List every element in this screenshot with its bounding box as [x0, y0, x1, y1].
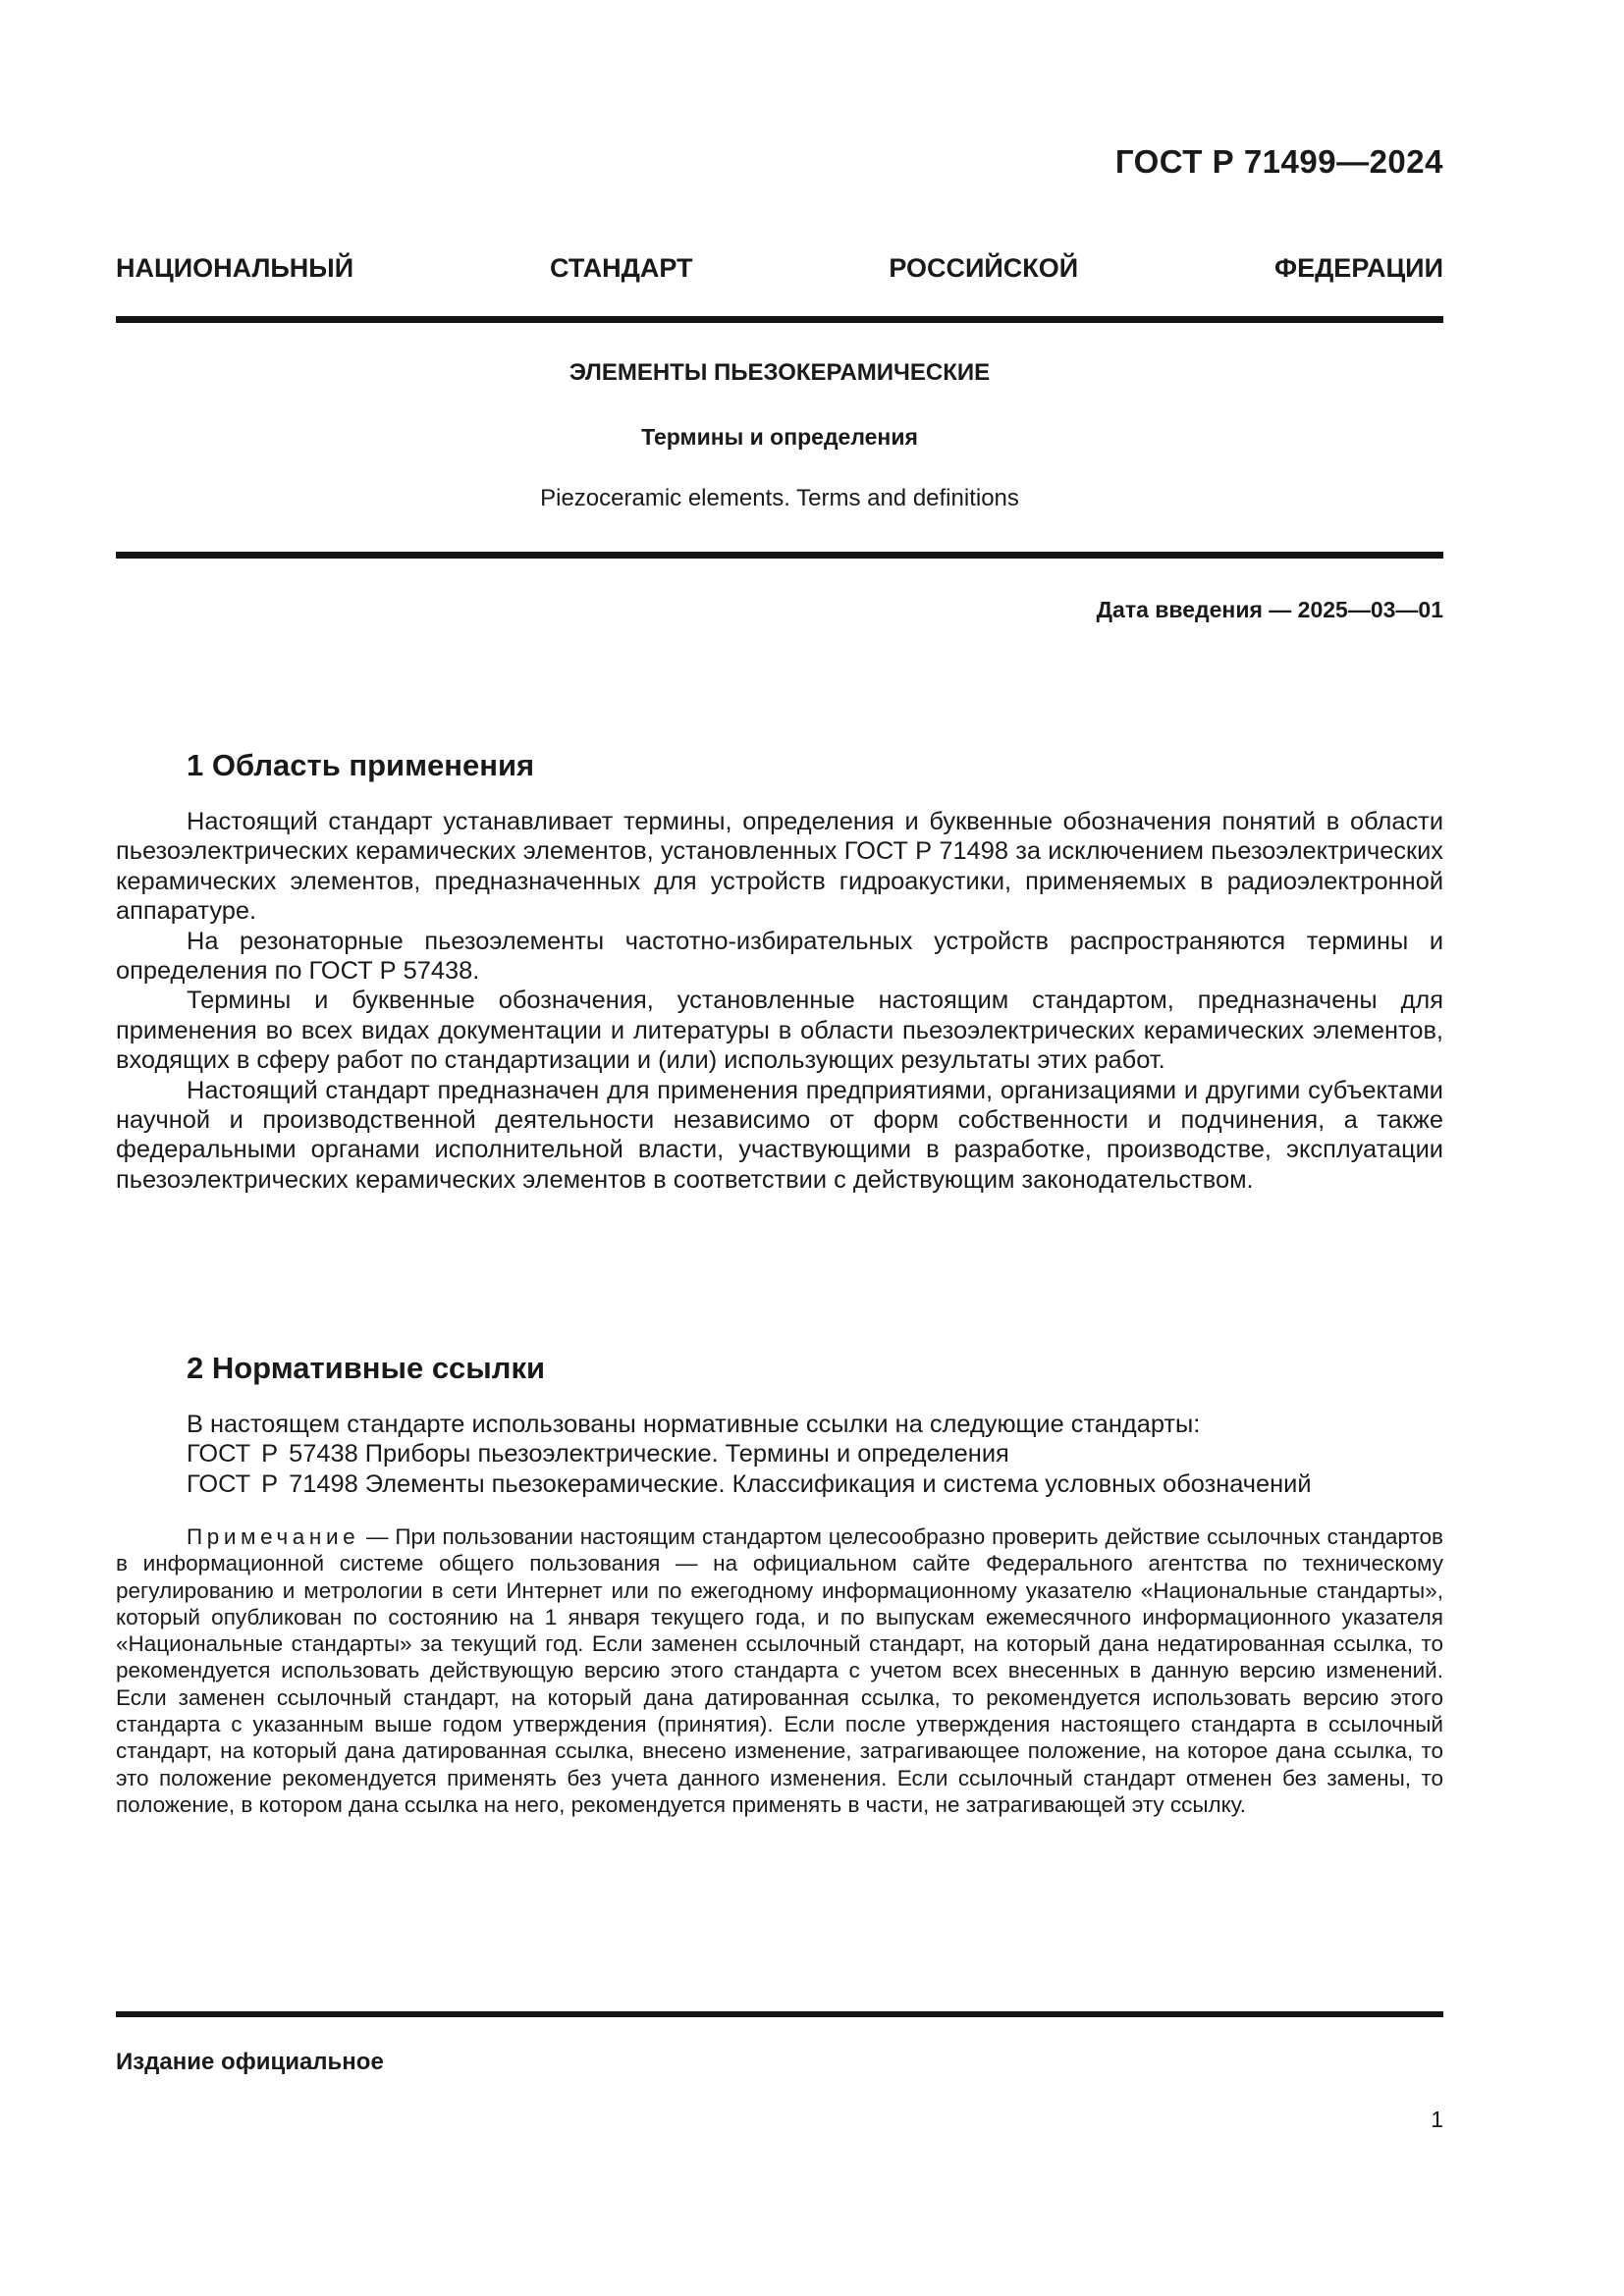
paragraph: Термины и буквенные обозначения, установленные настоящим стандартом, предназначены для применения во всех видах документации и литературы в области пьезоэлектрических керамических элементов, входящих в сферу работ по стандартизации и (или) использующих результаты этих работ. — [116, 987, 1443, 1075]
reference-title: Элементы пьезокерамические. Классификация и система условных обозначений — [364, 1469, 1312, 1498]
note-text: — При пользовании настоящим стандартом целесообразно проверить действие ссылочных стандартов в информационной системе общего пользования — на официальном сайте Федерального агентства по техническому регулированию и метрологии в сети Интернет или по ежегодному информационному указателю «Национальные стандарты», который опубликован по состоянию на 1 января текущего года, и по выпускам ежемесячного информационного указателя «Национальные стандарты» за текущий год. Если заменен ссылочный стандарт, на который дана недатированная ссылка, то рекомендуется использовать действующую версию этого стандарта с учетом всех внесенных в данную версию изменений. Если заменен ссылочный стандарт, на который дана датированная ссылка, то рекомендуется использовать версию этого стандарта с указанным выше годом утверждения (принятия). Если после утверждения настоящего стандарта в ссылочный стандарт, на который дана датированная ссылка, внесено изменение, затрагивающее положение, на которое дана ссылка, то это положение рекомендуется применять без учета данного изменения. Если ссылочный стандарт отменен без замены, то положение, в котором дана ссылка на него, рекомендуется применять в части, не затрагивающей эту ссылку. — [116, 1524, 1443, 1817]
document-subtitle: Термины и определения — [641, 424, 918, 450]
document-title-english: Piezoceramic elements. Terms and definitions — [540, 485, 1019, 511]
reference-item — [187, 1439, 1463, 1468]
official-edition-label: Издание официальное — [116, 2049, 384, 2075]
section-2-heading: 2 Нормативные ссылки — [187, 1351, 546, 1385]
reference-title: Приборы пьезоэлектрические. Термины и определения — [364, 1440, 1009, 1468]
references-intro: В настоящем стандарте использованы нормативные ссылки на следующие стандарты: — [187, 1411, 1201, 1438]
document-number: ГОСТ Р 71499—2024 — [1114, 143, 1443, 180]
paragraph: Настоящий стандарт предназначен для применения предприятиями, организациями и другими субъектами научной и производственной деятельности независимо от форм собственности и подчинения, а также федеральными органами исполнительной власти, участвующими в разработке, производстве, эксплуатации пьезоэлектрических керамических элементов в соответствии с действующим законодательством. — [116, 1076, 1443, 1194]
title-divider — [116, 552, 1443, 559]
reference-code: ГОСТ Р 57438 — [187, 1440, 358, 1468]
paragraph: Настоящий стандарт устанавливает термины, определения и буквенные обозначения понятий в области пьезоэлектрических керамических элементов, установленных ГОСТ Р 71498 за исключением пьезоэлектрических керамических элементов, предназначенных для устройств гидроакустики, применяемых в радиоэлектронной аппаратуре. — [116, 808, 1443, 926]
introduction-date: Дата введения — 2025—03—01 — [1096, 597, 1443, 622]
reference-item — [187, 1469, 1463, 1499]
top-divider — [116, 316, 1443, 323]
reference-code: ГОСТ Р 71498 — [187, 1469, 358, 1498]
paragraph: На резонаторные пьезоэлементы частотно-избирательных устройств распространяются термины и определения по ГОСТ Р 57438. — [116, 927, 1443, 986]
section-1-body — [116, 807, 1443, 1195]
note-block — [116, 1523, 1443, 1818]
normative-references — [187, 1410, 1463, 1499]
document-title: ЭЛЕМЕНТЫ ПЬЕЗОКЕРАМИЧЕСКИЕ — [568, 359, 991, 386]
page-number: 1 — [1431, 2107, 1443, 2132]
note-label: Примечание — [187, 1524, 360, 1549]
national-standard-banner: НАЦИОНАЛЬНЫЙ СТАНДАРТ РОССИЙСКОЙ ФЕДЕРАЦИИ — [116, 253, 1443, 283]
section-1-heading: 1 Область применения — [187, 748, 535, 782]
footer-divider — [116, 2011, 1443, 2017]
